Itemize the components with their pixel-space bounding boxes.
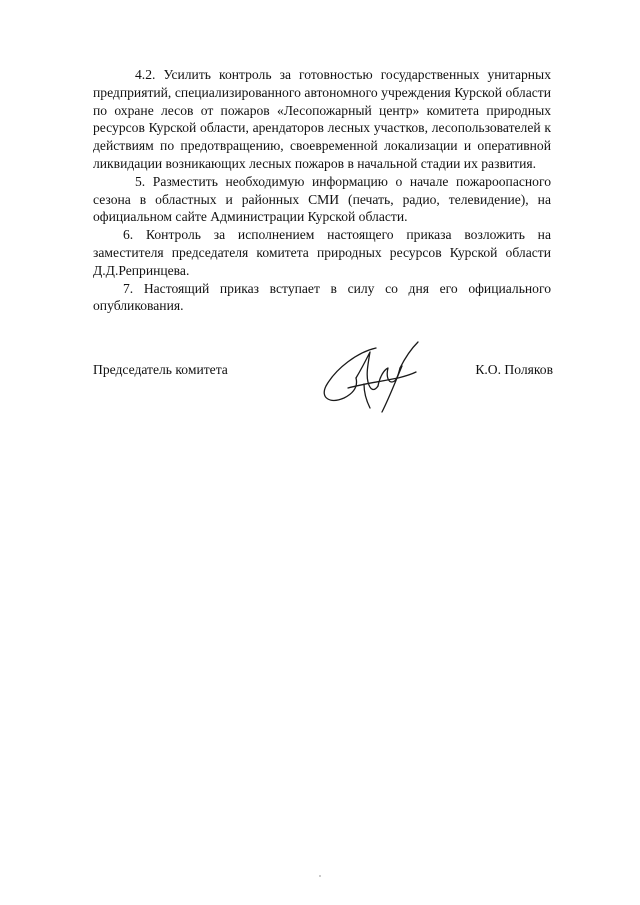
document-body [93,66,551,315]
signature-block [93,360,553,420]
paragraph-7: 7. Настоящий приказ вступает в силу со дня его официального опубликования. [93,280,551,314]
paragraph-4-2: 4.2. Усилить контроль за готовностью государственных унитарных предприятий, специализированного автономного учреждения Курской области по охране лесов от пожаров «Лесопожарный центр» комитета природных ресурсов Курской области, арендаторов лесных участков, лесопользователей к действиям по предотвращению, своевременной локализации и оперативной ликвидации возникающих лесных пожаров в начальной стадии их развития. [93,67,551,171]
page-speck [319,875,321,877]
handwritten-signature [318,338,428,418]
signer-title: Председатель комитета [93,362,228,377]
paragraph-6: 6. Контроль за исполнением настоящего приказа возложить на заместителя председателя комитета природных ресурсов Курской области Д.Д.Репринцева. [93,227,551,278]
signer-name: К.О. Поляков [475,362,553,377]
paragraph-5: 5. Разместить необходимую информацию о начале пожароопасного сезона в областных и районных СМИ (печать, радио, телевидение), на официальном сайте Администрации Курской области. [93,173,551,225]
